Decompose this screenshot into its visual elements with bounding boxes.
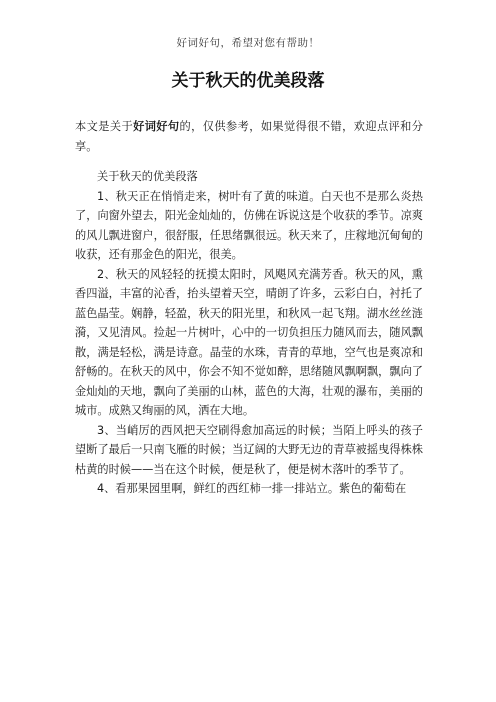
paragraph-3: 3、当峭厉的西风把天空刷得愈加高远的时候；当陌上呼头的孩子望断了最后一只南飞雁的时候；当辽阔的大野无边的青草被摇曳得株株枯黄的时候——当在这个时候，便是秋了，便是树木落叶的季节了。 bbox=[75, 423, 423, 476]
document-body bbox=[75, 117, 423, 499]
document-title: 关于秋天的优美段落 bbox=[171, 71, 325, 91]
intro-suffix: 的，仅供参考，如果觉得很不错，欢迎点评和分享。 bbox=[75, 120, 423, 153]
paragraph-2: 2、秋天的风轻轻的抚摸太阳时，风飓风充满芳香。秋天的风，熏香四溢，丰富的沁香，抬头望着天空，晴朗了许多，云彩白白，衬托了蓝色晶莹。娴静，轻盈，秋天的阳光里，和秋风一起飞翔。湖水丝丝涟漪，又见清风。捡起一片树叶，心中的一切负担压力随风而去，随风飘散，满是轻松，满是诗意。晶莹的水珠，青青的草地，空气也是爽凉和舒畅的。在秋天的风中，你会不知不觉如醉，思绪随风飘啊飘，飘向了金灿灿的天地，飘向了美丽的山林，蓝色的大海，壮观的瀑布，美丽的城市。成熟又绚丽的风，洒在大地。 bbox=[75, 267, 423, 417]
intro-prefix: 本文是关于 bbox=[75, 120, 134, 133]
paragraph-1: 1、秋天正在悄悄走来，树叶有了黄的味道。白天也不是那么炎热了，向窗外望去，阳光金灿灿的，仿佛在诉说这是个收获的季节。凉爽的风儿飘进窗户，很舒服，任思绪飘很远。秋天来了，庄稼地沉甸甸的收获，还有那金色的阳光，很美。 bbox=[75, 189, 423, 261]
section-subheading: 关于秋天的优美段落 bbox=[97, 170, 198, 183]
intro-keyword-link[interactable]: 好词好句 bbox=[133, 120, 180, 133]
intro-paragraph bbox=[75, 117, 423, 156]
header-note: 好词好句，希望对您有帮助！ bbox=[176, 37, 320, 49]
paragraph-4: 4、看那果园里啊，鲜红的西红柿一排一排站立。紫色的葡萄在 bbox=[97, 482, 407, 495]
